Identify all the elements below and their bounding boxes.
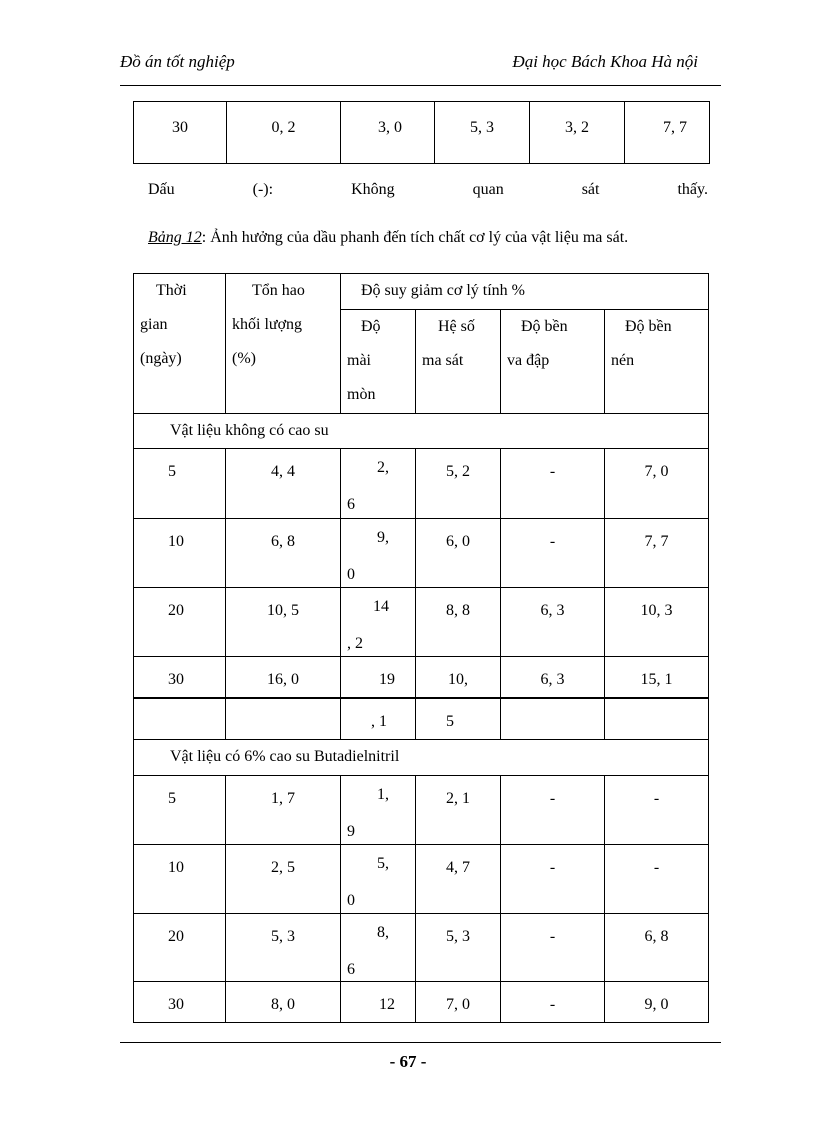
page-number: - 67 - bbox=[389, 1052, 427, 1071]
header-left: Đồ án tốt nghiệp bbox=[120, 52, 235, 71]
table-cell: 8, 8 bbox=[416, 588, 501, 657]
table-cell bbox=[605, 698, 709, 740]
table-cell: 0, 2 bbox=[227, 102, 341, 164]
table-cell: 6, 8 bbox=[226, 519, 341, 588]
note-word: Dấu bbox=[148, 181, 175, 198]
table-cell: 10, 5 bbox=[226, 588, 341, 657]
table-cell: 9, 0 bbox=[605, 982, 709, 1023]
note-line bbox=[148, 181, 708, 199]
table-cell: 5, 3 bbox=[416, 914, 501, 982]
table-cell: 5, 2 bbox=[416, 449, 501, 519]
table-cell: 2, 6 bbox=[341, 449, 416, 519]
table-cell bbox=[501, 698, 605, 740]
table-cell: 5 bbox=[134, 776, 226, 845]
table-cell: 5, 3 bbox=[226, 914, 341, 982]
table-cell: 6, 8 bbox=[605, 914, 709, 982]
data-table bbox=[133, 273, 709, 1023]
table-cell: - bbox=[605, 845, 709, 914]
table-cell: 6, 3 bbox=[501, 588, 605, 657]
table-cell: 1, 9 bbox=[341, 776, 416, 845]
table-cell: - bbox=[501, 845, 605, 914]
table-cell: 30 bbox=[134, 657, 226, 699]
table-cell: 7, 7 bbox=[605, 519, 709, 588]
table-cell bbox=[134, 698, 226, 740]
table-cell: 6, 3 bbox=[501, 657, 605, 699]
table-cell: 20 bbox=[134, 914, 226, 982]
table-cell: 5 bbox=[416, 698, 501, 740]
header-time: Thời gian (ngày) bbox=[134, 274, 226, 414]
table-cell: - bbox=[501, 519, 605, 588]
header-mass-loss: Tổn hao khối lượng (%) bbox=[226, 274, 341, 414]
table-cell: 3, 0 bbox=[341, 102, 435, 164]
table-cell: - bbox=[501, 449, 605, 519]
table-cell: 12 bbox=[341, 982, 416, 1023]
table-cell: 4, 7 bbox=[416, 845, 501, 914]
table-cell: 7, 7 bbox=[625, 102, 710, 164]
header-rule bbox=[120, 85, 721, 86]
table-cell: 16, 0 bbox=[226, 657, 341, 699]
header-impact: Độ bền va đập bbox=[501, 310, 605, 414]
note-word: thấy. bbox=[677, 181, 708, 198]
table-cell: 8, 0 bbox=[226, 982, 341, 1023]
caption-text: : Ảnh hưởng của dầu phanh đến tích chất cơ lý của vật liệu ma sát. bbox=[201, 229, 629, 246]
table-caption bbox=[148, 229, 628, 247]
table-cell: 2, 5 bbox=[226, 845, 341, 914]
footer-rule bbox=[120, 1042, 721, 1043]
header-right: Đại học Bách Khoa Hà nội bbox=[512, 52, 698, 71]
caption-label: Bảng 12 bbox=[148, 229, 202, 246]
table-cell: 8, 6 bbox=[341, 914, 416, 982]
table-cell: 30 bbox=[134, 102, 227, 164]
table-cell: 5, 0 bbox=[341, 845, 416, 914]
table-cell: 10 bbox=[134, 845, 226, 914]
note-word: quan bbox=[472, 181, 504, 198]
note-word: (-): bbox=[252, 181, 274, 198]
table-cell: 1, 7 bbox=[226, 776, 341, 845]
table-cell: 19 bbox=[341, 657, 416, 699]
table-cell: 9, 0 bbox=[341, 519, 416, 588]
table-cell bbox=[226, 698, 341, 740]
table-cell: 10, bbox=[416, 657, 501, 699]
table-cell: 30 bbox=[134, 982, 226, 1023]
table-cell: 5 bbox=[134, 449, 226, 519]
header-degradation: Độ suy giảm cơ lý tính % bbox=[341, 274, 709, 310]
table-cell: 2, 1 bbox=[416, 776, 501, 845]
table-cell: 5, 3 bbox=[435, 102, 530, 164]
section-no-rubber: Vật liệu không có cao su bbox=[134, 414, 709, 449]
table-cell: - bbox=[501, 982, 605, 1023]
table-cell: 10 bbox=[134, 519, 226, 588]
section-rubber: Vật liệu có 6% cao su Butadielnitril bbox=[134, 740, 709, 776]
header-friction: Hệ số ma sát bbox=[416, 310, 501, 414]
table-cell: 14 , 2 bbox=[341, 588, 416, 657]
table-cell: 6, 0 bbox=[416, 519, 501, 588]
table-cell: 15, 1 bbox=[605, 657, 709, 699]
table-cell: - bbox=[501, 776, 605, 845]
table-cell: 20 bbox=[134, 588, 226, 657]
table-cell: 7, 0 bbox=[605, 449, 709, 519]
table-cell: 3, 2 bbox=[530, 102, 625, 164]
note-word: sát bbox=[581, 181, 600, 198]
table-cell: 7, 0 bbox=[416, 982, 501, 1023]
table-cell: 10, 3 bbox=[605, 588, 709, 657]
table-cell: 4, 4 bbox=[226, 449, 341, 519]
table-cell: , 1 bbox=[341, 698, 416, 740]
table-cell: - bbox=[605, 776, 709, 845]
continued-table bbox=[133, 101, 710, 164]
header-wear: Độ mài mòn bbox=[341, 310, 416, 414]
header-compression: Độ bền nén bbox=[605, 310, 709, 414]
note-word: Không bbox=[351, 181, 395, 198]
table-cell: - bbox=[501, 914, 605, 982]
